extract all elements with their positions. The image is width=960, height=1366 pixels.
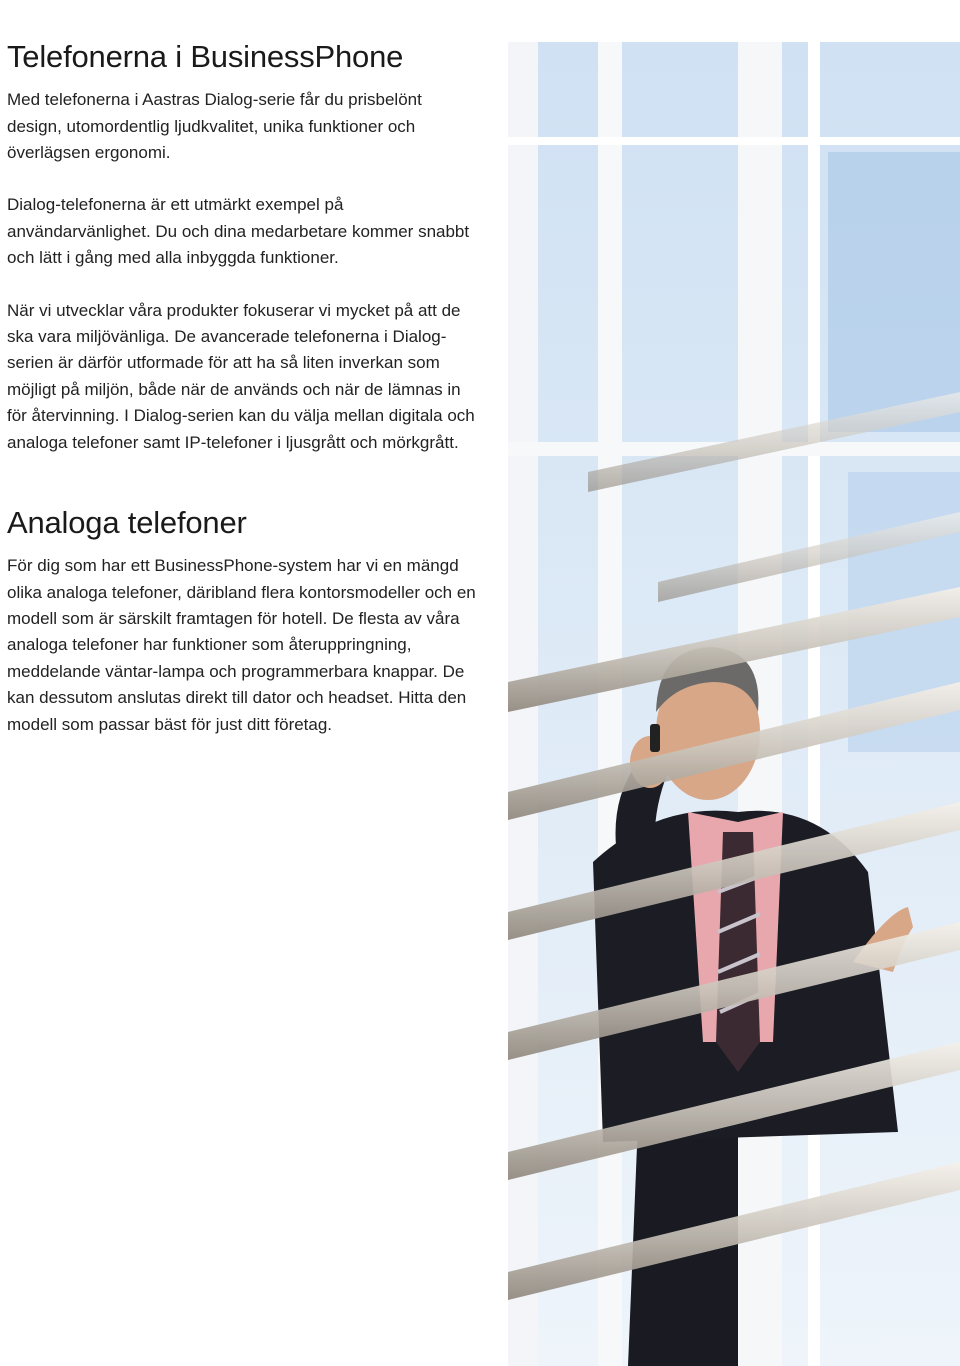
- window-frame: [808, 42, 820, 1366]
- text-column: [7, 30, 477, 764]
- photo-illustration: [508, 42, 960, 1366]
- paragraph: Med telefonerna i Aastras Dialog-serie får du prisbelönt design, utomordentlig ljudkvalitet, unika funktioner och överlägsen ergonomi.: [7, 90, 422, 162]
- paragraph: För dig som har ett BusinessPhone-system har vi en mängd olika analoga telefoner, däribland flera kontorsmodeller och en modell som är särskilt framtagen för hotell. De flesta av våra analoga telefoner har funktioner som återuppringning, meddelande väntar-lampa och programmerbara knappar. De kan dessutom anslutas direkt till dator och headset. Hitta den modell som passar bäst för just ditt företag.: [7, 556, 476, 734]
- paragraph: När vi utvecklar våra produkter fokuserar vi mycket på att de ska vara miljövänliga. De avancerade telefonerna i Dialog-serien är därför utformade för att ha så liten inverkan som möjligt på miljön, både när de används och när de lämnas in för återvinning. I Dialog-serien kan du välja mellan digitala och analoga telefoner samt IP-telefoner i ljusgrått och mörkgrått.: [7, 300, 475, 452]
- section-title-analoga: Analoga telefoner: [7, 505, 247, 541]
- businessman-photo: [508, 42, 960, 1366]
- mobile-phone-icon: [650, 724, 660, 752]
- building-reflection: [828, 152, 960, 432]
- section-title-telefonerna: Telefonerna i BusinessPhone: [7, 39, 404, 74]
- window-frame: [508, 137, 960, 145]
- window-frame: [598, 42, 622, 1366]
- paragraph: Dialog-telefonerna är ett utmärkt exempel på användarvänlighet. Du och dina medarbetare kommer snabbt och lätt i gång med alla inbyggda funktioner.: [7, 195, 470, 268]
